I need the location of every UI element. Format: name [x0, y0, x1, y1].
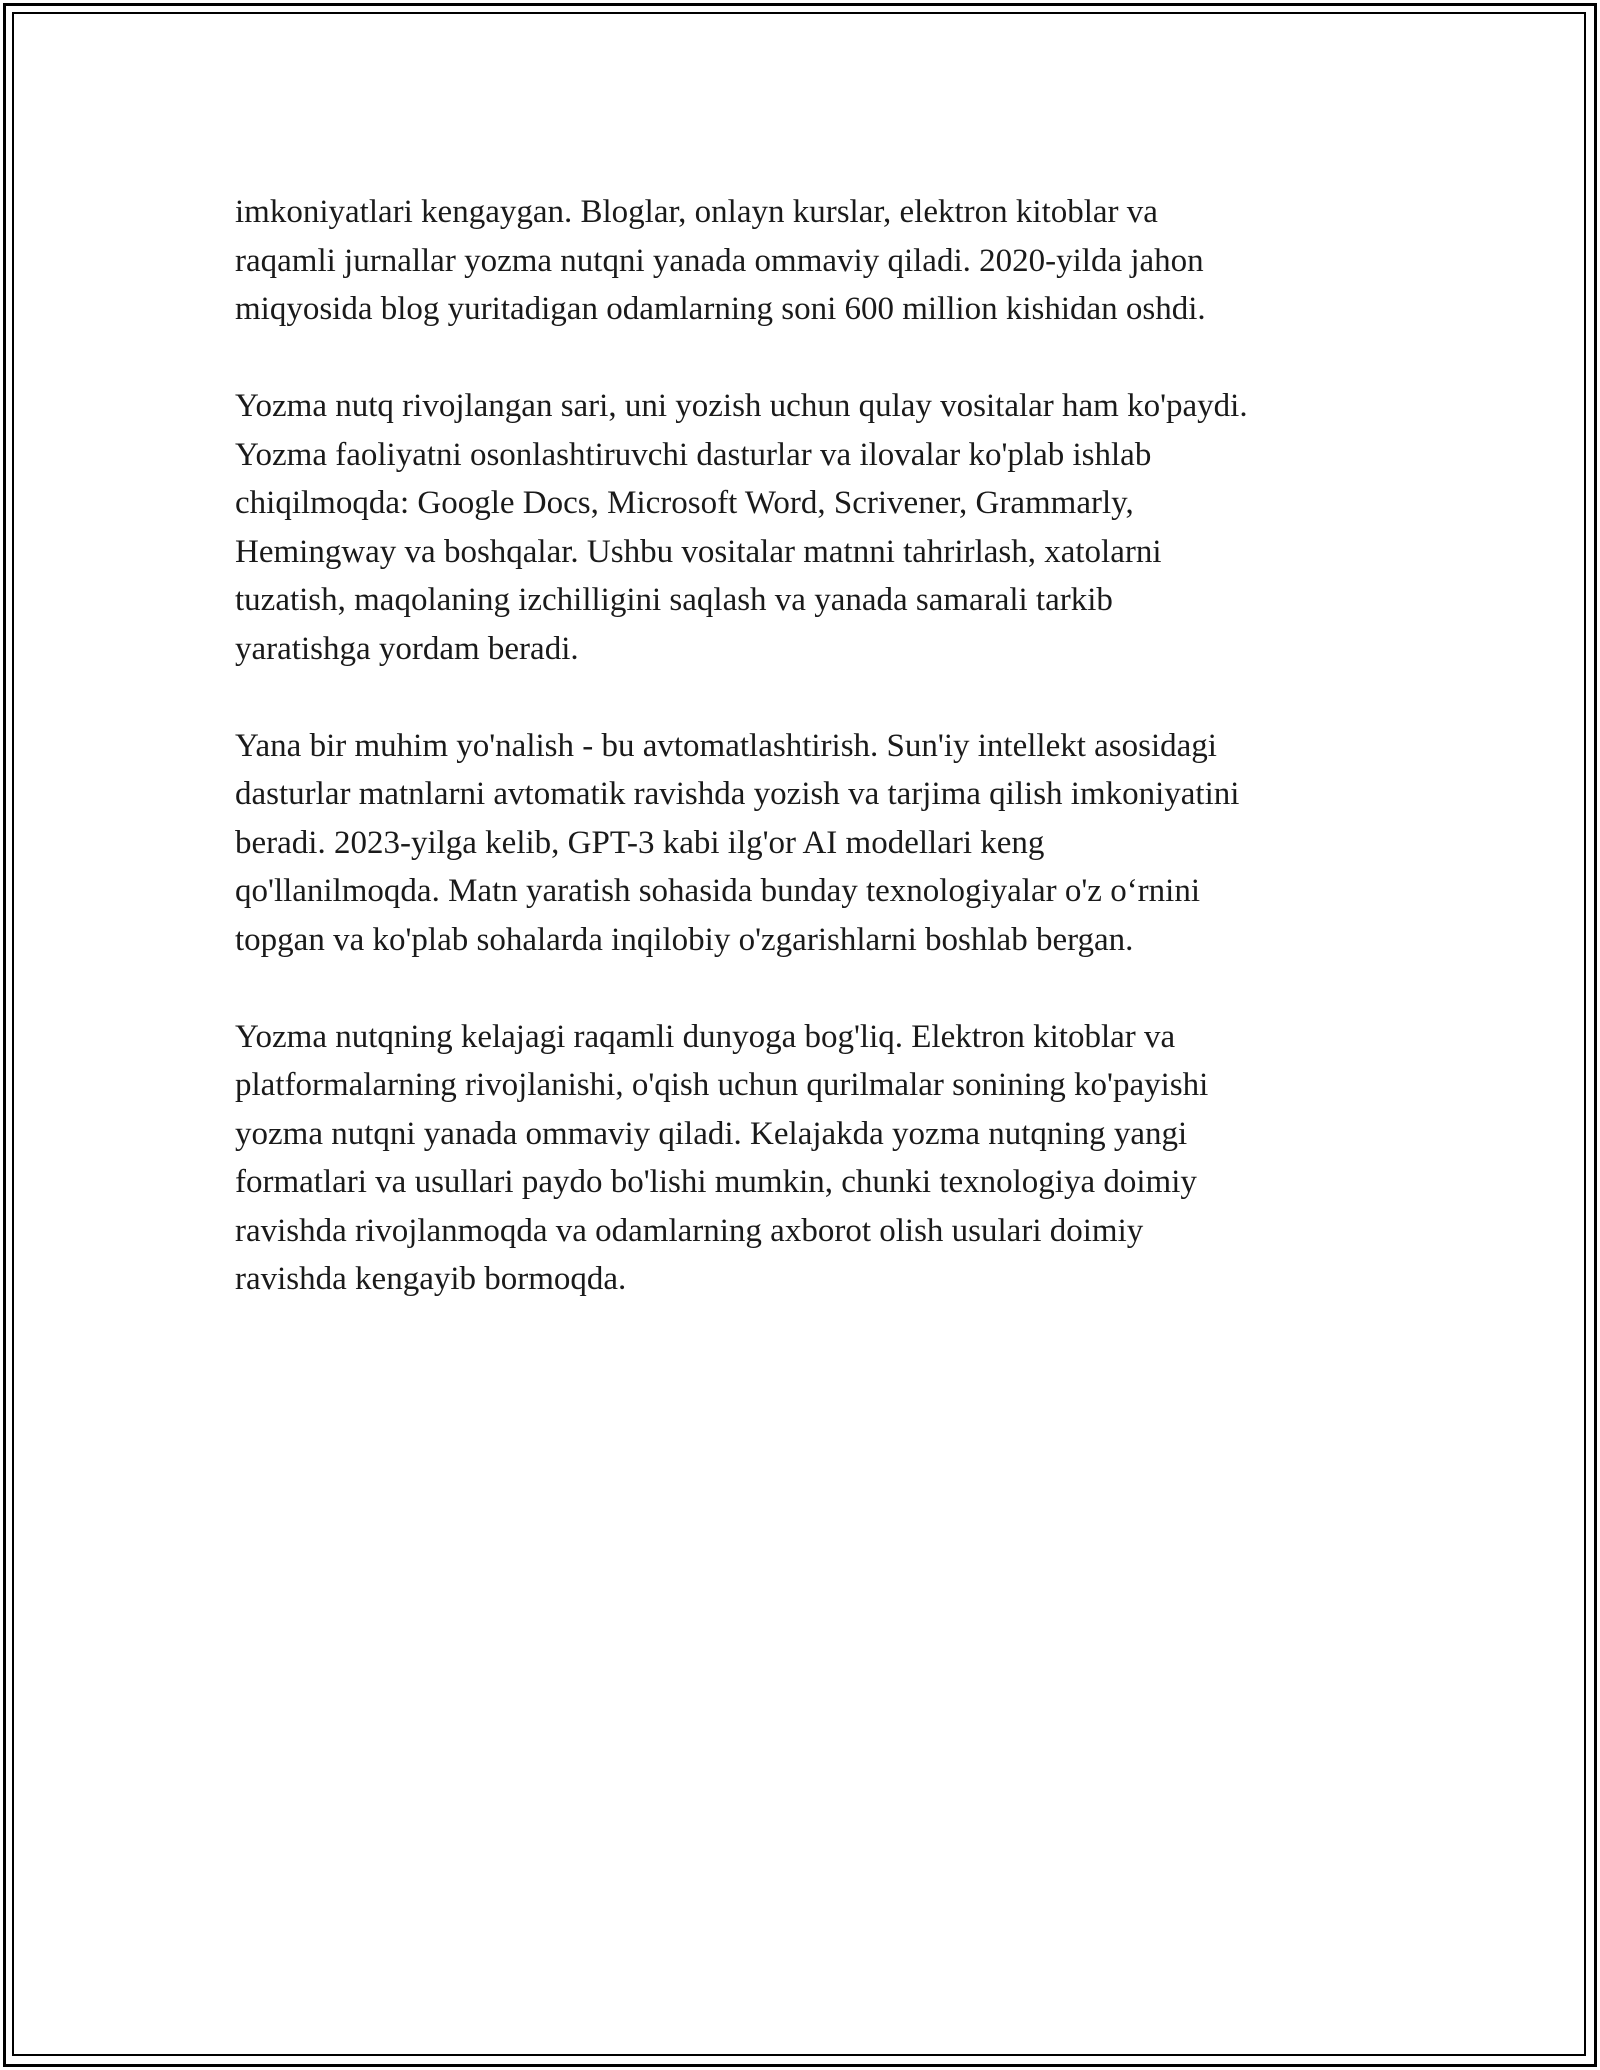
paragraph-4: Yozma nutqning kelajagi raqamli dunyoga bog'liq. Elektron kitoblar va platformalarning rivojlanishi, o'qish uchun qurilmalar sonining ko'payishi yozma nutqni yanada ommaviy qiladi. Kelajakda yozma nutqning yangi formatlari va usullari paydo bo'lishi mumkin, chunki texnologiya doimiy ravishda rivojlanmoqda va odamlarning axborot olish usulari doimiy ravishda kengayib bormoqda. — [235, 1018, 1209, 1297]
paragraph-2: Yozma nutq rivojlangan sari, uni yozish uchun qulay vositalar ham ko'paydi. Yozma faoliyatni osonlashtiruvchi dasturlar va ilovalar ko'plab ishlab chiqilmoqda: Google Docs, Microsoft Word, Scrivener, Grammarly, Hemingway va boshqalar. Ushbu vositalar matnni tahrirlash, xatolarni tuzatish, maqolaning izchilligini saqlash va yanada samarali tarkib yaratishga yordam beradi. — [235, 388, 1248, 667]
paragraph-1: imkoniyatlari kengaygan. Bloglar, onlayn kurslar, elektron kitoblar va raqamli jurnallar yozma nutqni yanada ommaviy qiladi. 2020-yilda jahon miqyosida blog yuritadigan odamlarning soni 600 million kishidan oshdi. — [235, 194, 1206, 327]
paragraph-3: Yana bir muhim yo'nalish - bu avtomatlashtirish. Sun'iy intellekt asosidagi dasturlar matnlarni avtomatik ravishda yozish va tarjima qilish imkoniyatini beradi. 2023-yilga kelib, GPT-3 kabi ilg'or AI modellari keng qo'llanilmoqda. Matn yaratish sohasida bunday texnologiyalar o'z o‘rnini topgan va ko'plab sohalarda inqilobiy o'zgarishlarni boshlab bergan. — [235, 727, 1240, 958]
document-body — [235, 188, 1415, 1352]
